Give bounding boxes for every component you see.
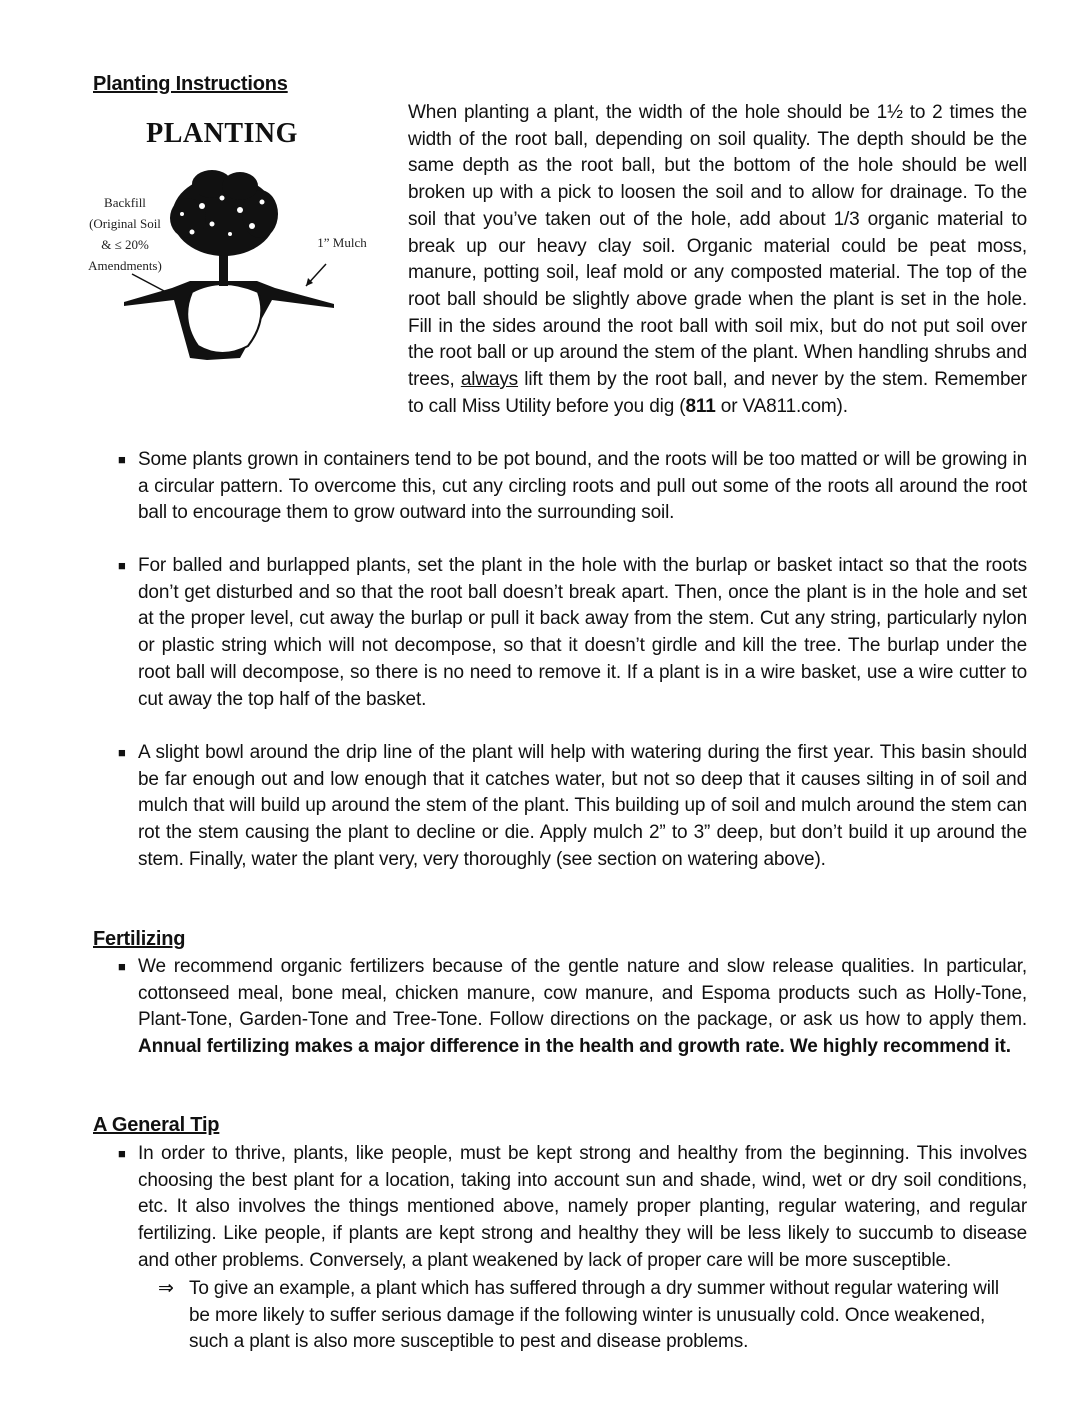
diagram-mulch-label: 1” Mulch bbox=[317, 235, 367, 250]
tip-bullet: In order to thrive, plants, like people, must be kept strong and healthy from the beginning. This involves choosing the best plant for a location, taking into account sun and shade, wind, wet or dry soil conditions, etc. It also involves the things mentioned above, namely proper planting, regular watering, and regular fertilizing. Like people, if plants are kept strong and healthy they will be less likely to succumb to disease and other problems. Conversely, a plant weakened by lack of proper care will be more susceptible. bbox=[138, 1143, 1027, 1271]
heading-general-tip: A General Tip bbox=[93, 1114, 220, 1136]
diagram-title: PLANTING bbox=[146, 118, 298, 149]
bullet-icon: ■ bbox=[118, 745, 126, 760]
planting-intro-paragraph: When planting a plant, the width of the hole should be 1½ to 2 times the width of the root ball, depending on soil quality. The depth should be the same depth as the root ball, but the bottom of the hole should be well broken up with a pick to loosen the soil and to allow for drainage. To the soil that you’ve taken out of the hole, add about 1/3 organic material to break up our heavy clay soil. Organic material could be peat moss, manure, potting soil, leaf mold or any composted material. The top of the root ball should be slightly above grade when the plant is set in the hole. Fill in the sides around the root ball with soil mix, but do not put soil over the root ball or up around the stem of the plant. When handling shrubs and trees, always lift them by the root ball, and never by the stem. Remember to call Miss Utility before you dig (811 or VA811.com). bbox=[408, 102, 1027, 417]
fertilizing-recommendation: Annual fertilizing makes a major difference in the health and growth rate. We highly recommend it. bbox=[138, 1036, 1011, 1058]
planting-bullet-burlap: For balled and burlapped plants, set the plant in the hole with the burlap or basket intact so that the roots don’t get disturbed and so that the root ball doesn’t break apart. Then, once the plant is in the hole and set at the proper level, cut away the burlap or pull it back away from the stem. Cut any string, particularly nylon or plastic string which will not decompose, so that it doesn’t girdle and kill the tree. The burlap under the root ball will decompose, so there is no need to remove it. If a plant is in a wire basket, use a wire cutter to cut away the top half of the basket. bbox=[138, 555, 1027, 710]
fertilizing-bullet: We recommend organic fertilizers because of the gentle nature and slow release qualities. In particular, cottonseed meal, bone meal, chicken manure, cow manure, and Espoma products such as Holly-Tone, Plant-Tone, Garden-Tone and Tree-Tone. Follow directions on the package, or ask us how to apply them. Annual fertilizing makes a major difference in the health and growth rate. We highly recommend it. bbox=[138, 956, 1027, 1058]
diagram-backfill-label: Backfill (Original Soil & ≤ 20% Amendments) bbox=[88, 195, 162, 273]
bullet-icon: ■ bbox=[118, 558, 126, 573]
bullet-icon: ■ bbox=[118, 959, 126, 974]
bullet-icon: ■ bbox=[118, 452, 126, 467]
heading-fertilizing: Fertilizing bbox=[93, 928, 186, 950]
tip-sub-bullet: To give an example, a plant which has suffered through a dry summer without regular watering will be more likely to suffer serious damage if the following winter is unusually cold. Once weakened, such a plant is also more susceptible to pest and disease problems. bbox=[189, 1278, 999, 1353]
planting-diagram bbox=[62, 106, 392, 416]
arrow-right-icon: ⇒ bbox=[158, 1278, 174, 1299]
miss-utility-number: 811 bbox=[685, 395, 716, 417]
bullet-icon: ■ bbox=[118, 1146, 126, 1161]
emphasis-always: always bbox=[460, 369, 519, 391]
heading-planting-instructions: Planting Instructions bbox=[93, 73, 288, 95]
planting-bullet-container: Some plants grown in containers tend to be pot bound, and the roots will be too matted or will be growing in a circular pattern. To overcome this, cut any circling roots and pull out some of the roots all around the root ball to encourage them to grow outward into the surrounding soil. bbox=[138, 449, 1027, 524]
planting-bullet-basin: A slight bowl around the drip line of the plant will help with watering during the first year. This basin should be far enough out and low enough that it catches water, but not so deep that it causes silting in of soil and mulch that will build up around the stem of the plant. This building up of soil and mulch around the stem can rot the stem causing the plant to decline or die. Apply mulch 2” to 3” deep, but don’t build it up around the stem. Finally, water the plant very, very thoroughly (see section on watering above). bbox=[138, 742, 1027, 870]
